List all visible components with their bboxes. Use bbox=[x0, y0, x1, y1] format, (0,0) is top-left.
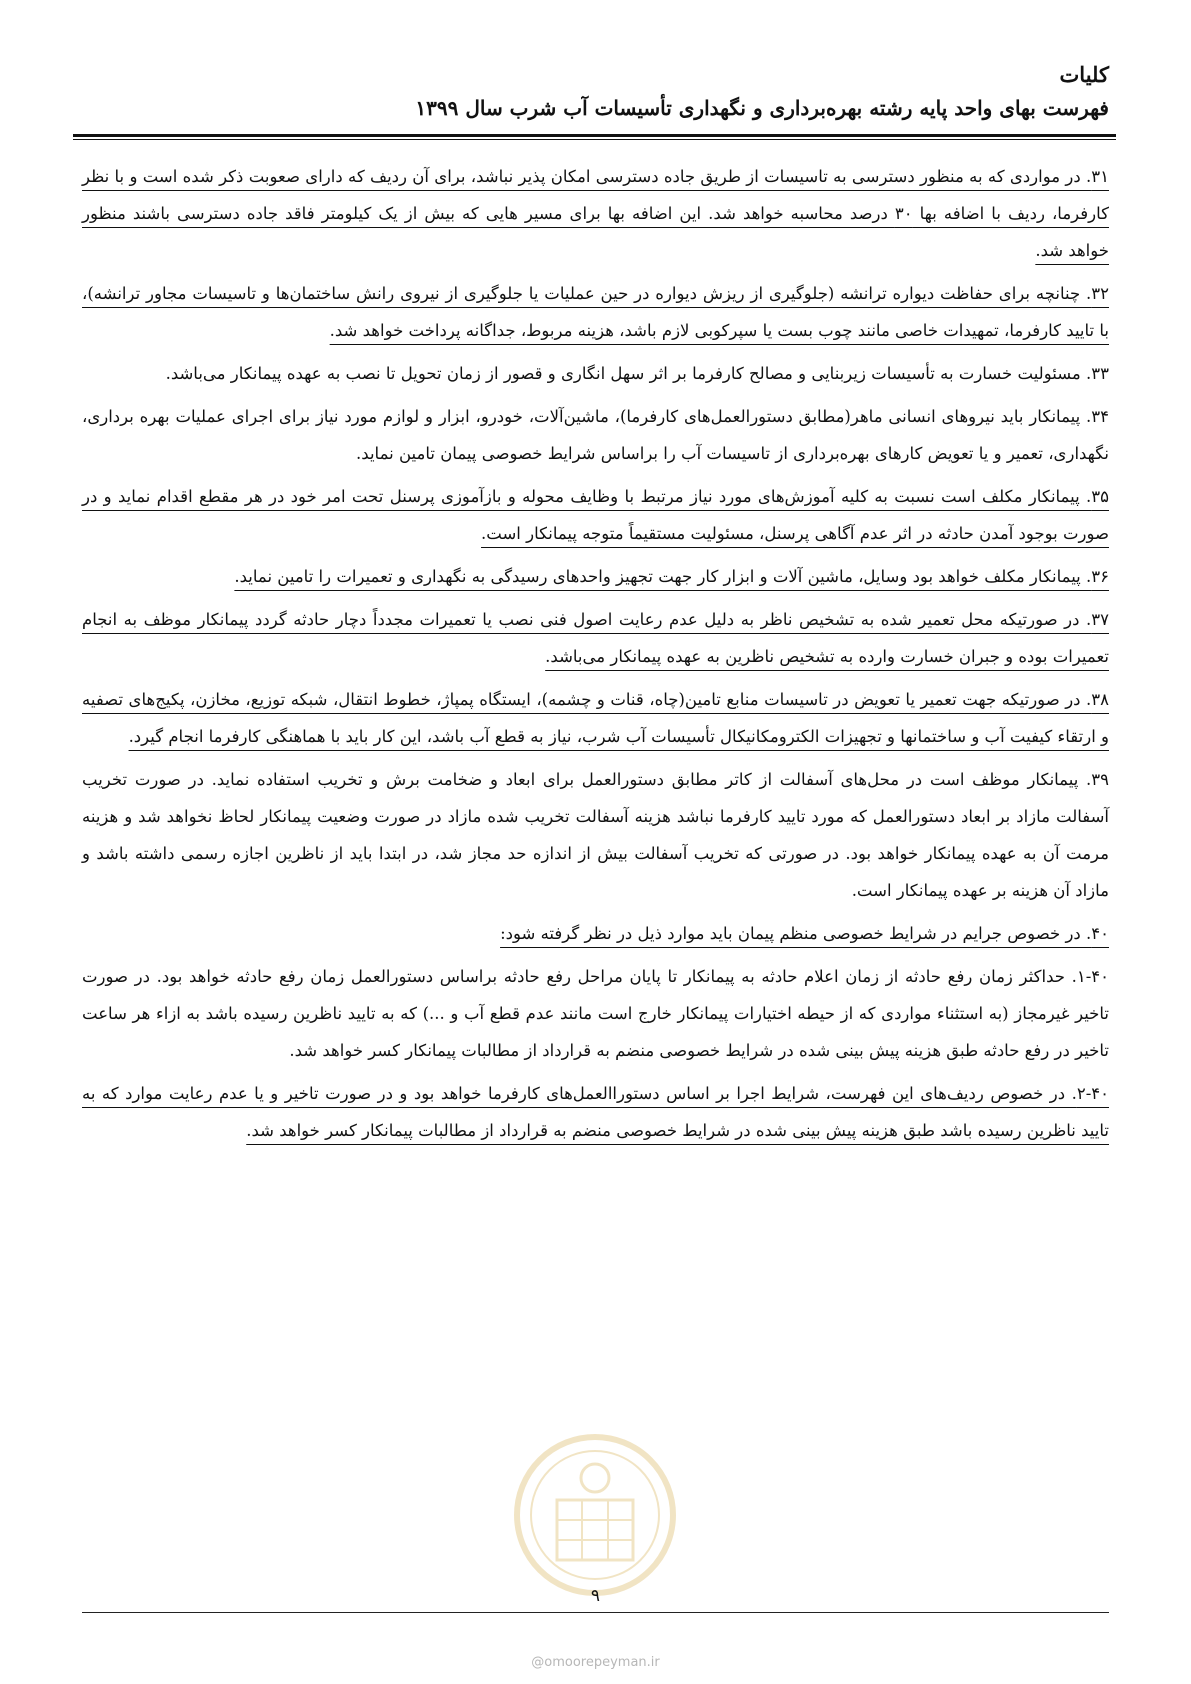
clause-40-1: ۱-۴۰. حداکثر زمان رفع حادثه از زمان اعلام حادثه به پیمانکار تا پایان مراحل رفع حادثه براساس دستورالعمل زمان رفع حادثه خواهد بود. در صورت تاخیر غیرمجاز (به استثناء مواردی که از حیطه اختیارات پیمانکار خارج است مانند عدم قطع آب و ...) که به تایید ناظرین رسیده باشد به ازاء هر ساعت تاخیر در رفع حادثه طبق هزینه پیش بینی شده در شرایط خصوصی منضم به قرارداد از مطالبات پیمانکار کسر خواهد شد. bbox=[82, 967, 1109, 1060]
header-subtitle: فهرست بهای واحد پایه رشته بهره‌برداری و نگهداری تأسیسات آب شرب سال ۱۳۹۹ bbox=[415, 96, 1109, 120]
clause-38: ۳۸. در صورتیکه جهت تعمیر یا تعویض در تاسیسات منابع تامین(چاه، قنات و چشمه)، ایستگاه پمپاژ، خطوط انتقال، شبکه توزیع، مخازن، پکیج‌های تصفیه و ارتقاء کیفیت آب و ساختمانها و تجهیزات الکترومکانیکال تأسیسات آب شرب، نیاز به قطع آب باشد، این کار باید با هماهنگی کارفرما انجام گیرد. bbox=[82, 690, 1109, 746]
footer-rule bbox=[82, 1612, 1109, 1613]
page-number: ۹ bbox=[590, 1586, 601, 1606]
clause-32: ۳۲. چنانچه برای حفاظت دیواره ترانشه (جلوگیری از ریزش دیواره در حین عملیات یا جلوگیری از نیروی رانش ساختمان‌ها و تاسیسات مجاور ترانشه)، با تایید کارفرما، تمهیدات خاصی مانند چوب بست یا سپرکوبی لازم باشد، هزینه مربوط، جداگانه پرداخت خواهد شد. bbox=[82, 284, 1109, 340]
clause-36: ۳۶. پیمانکار مکلف خواهد بود وسایل، ماشین آلات و ابزار کار جهت تجهیز واحدهای رسیدگی به نگهداری و تعمیرات را تامین نماید. bbox=[234, 567, 1109, 586]
header-rule-thick bbox=[73, 134, 1116, 137]
clause-34: ۳۴. پیمانکار باید نیروهای انسانی ماهر(مطابق دستورالعمل‌های کارفرما)، ماشین‌آلات، خودرو، ابزار و لوازم مورد نیاز برای اجرای عملیات بهره برداری، نگهداری، تعمیر و یا تعویض کارهای بهره‌برداری از تاسیسات آب را براساس شرایط خصوصی پیمان تامین نماید. bbox=[82, 407, 1109, 463]
clause-40: ۴۰. در خصوص جرایم در شرایط خصوصی منظم پیمان باید موارد ذیل در نظر گرفته شود: bbox=[500, 924, 1109, 943]
header-title: کلیات bbox=[1059, 62, 1109, 87]
clause-35: ۳۵. پیمانکار مکلف است نسبت به کلیه آموزش‌های مورد نیاز مرتبط با وظایف محوله و بازآموزی پرسنل تحت امر خود در هر مقطع اقدام نماید و در صورت بوجود آمدن حادثه در اثر عدم آگاهی پرسنل، مسئولیت مستقیماً متوجه پیمانکار است. bbox=[82, 487, 1109, 543]
clause-33: ۳۳. مسئولیت خسارت به تأسیسات زیربنایی و مصالح کارفرما بر اثر سهل انگاری و قصور از زمان تحویل تا نصب به عهده پیمانکار می‌باشد. bbox=[165, 364, 1109, 383]
clause-37: ۳۷. در صورتیکه محل تعمیر شده به تشخیص ناظر به دلیل عدم رعایت اصول فنی نصب یا تعمیرات مجدداً دچار حادثه گردد پیمانکار موظف به انجام تعمیرات بوده و جبران خسارت وارده به تشخیص ناظرین به عهده پیمانکار می‌باشد. bbox=[82, 610, 1109, 666]
clause-40-2: ۲-۴۰. در خصوص ردیف‌های این فهرست، شرایط اجرا بر اساس دستوراالعمل‌های کارفرما خواهد بود و در صورت تاخیر و یا عدم رعایت موارد که به تایید ناظرین رسیده باشد طبق هزینه پیش بینی شده در شرایط خصوصی منضم به قرارداد از مطالبات پیمانکار کسر خواهد شد. bbox=[82, 1084, 1109, 1140]
document-body bbox=[82, 158, 1109, 1155]
clause-39: ۳۹. پیمانکار موظف است در محل‌های آسفالت از کاتر مطابق دستورالعمل برای ابعاد و ضخامت برش و تخریب استفاده نماید. در صورت تخریب آسفالت مازاد بر ابعاد دستورالعمل که مورد تایید کارفرما نباشد هزینه آسفالت تخریب شده مازاد در صورت وضعیت پیمانکار لحاظ نخواهد شد و هزینه مرمت آن به عهده پیمانکار خواهد بود. در صورتی که تخریب آسفالت بیش از اندازه حد مجاز شد، در ابتدا باید از ناظرین اجازه رسمی داشته باشد و مازاد آن هزینه بر عهده پیمانکار است. bbox=[82, 770, 1109, 900]
watermark-logo bbox=[495, 1430, 695, 1600]
header-rule-thin bbox=[73, 139, 1116, 140]
watermark-text: @omoorepeyman.ir bbox=[531, 1655, 660, 1670]
clause-31: ۳۱. در مواردی که به منظور دسترسی به تاسیسات از طریق جاده دسترسی امکان پذیر نباشد، برای آن ردیف که دارای صعوبت ذکر شده است و با نظر کارفرما، ردیف با اضافه بها ۳۰ درصد محاسبه خواهد شد. این اضافه بها برای مسیر هایی که بیش از یک کیلومتر فاقد جاده دسترسی باشند منظور خواهد شد. bbox=[82, 167, 1109, 260]
